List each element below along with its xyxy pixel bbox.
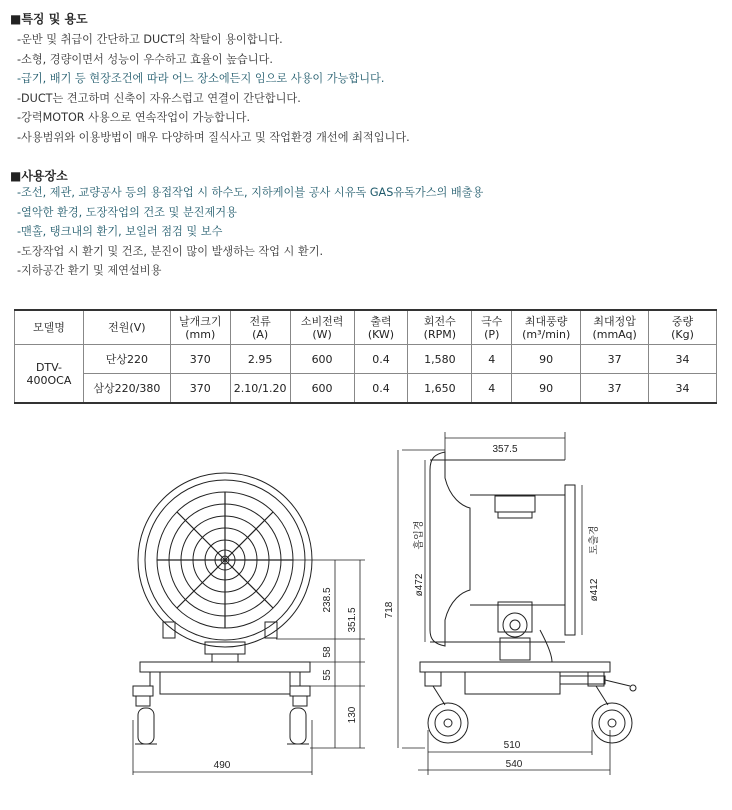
column-header: [170, 310, 230, 345]
technical-drawing: [0, 430, 732, 810]
header-text: 모델명: [33, 321, 65, 334]
table-row: [15, 345, 717, 374]
dim-front-width: 490: [213, 760, 231, 771]
column-header: [230, 310, 290, 345]
header-text: (RPM): [423, 327, 457, 341]
header-text: 중량: [671, 314, 694, 328]
text-line: -운반 및 취급이 간단하고 DUCT의 착탈이 용이합니다.: [17, 33, 283, 46]
text-line: -도장작업 시 환기 및 건조, 분진이 많이 발생하는 작업 시 환기.: [17, 244, 324, 258]
dim-side-w1: 510: [503, 740, 521, 751]
header-text: (mmAq): [592, 327, 637, 341]
dim-front-h5: 130: [347, 706, 358, 724]
table-cell: 90: [512, 345, 581, 374]
table-cell: 600: [290, 345, 354, 374]
column-header: [15, 310, 84, 345]
text-line: -지하공간 환기 및 제연설비용: [17, 264, 162, 277]
header-text: 날개크기: [178, 314, 222, 328]
header-text: (m³/min): [522, 327, 571, 341]
table-cell: 600: [290, 374, 354, 404]
text-line: -급기, 배기 등 현장조건에 따라 어느 장소에든지 임으로 사용이 가능합니다.: [17, 72, 385, 85]
header-text: 출력: [370, 314, 392, 328]
table-cell: 0.4: [354, 345, 408, 374]
inlet-label: 흡입경: [414, 520, 425, 550]
column-header: [472, 310, 512, 345]
header-text: (KW): [367, 327, 395, 341]
column-header: [83, 310, 170, 345]
text-line: -소형, 경량이면서 성능이 우수하고 효율이 높습니다.: [17, 52, 273, 66]
text-line: -사용범위와 이용방법이 매우 다양하며 질식사고 및 작업환경 개선에 최적입니다.: [17, 130, 410, 144]
model-cell: DTV-400OCA: [15, 345, 84, 404]
outlet-diameter: ø412: [589, 578, 600, 602]
spec-table: [14, 309, 717, 404]
header-text: 최대풍량: [524, 314, 568, 328]
table-cell: 2.95: [230, 345, 290, 374]
header-text: 소비전력: [300, 314, 344, 328]
column-header: [408, 310, 472, 345]
dim-front-h4: 55: [322, 669, 333, 681]
header-text: (A): [252, 327, 269, 341]
table-cell: 370: [170, 374, 230, 404]
header-text: 극수: [481, 314, 503, 328]
table-cell: 90: [512, 374, 581, 404]
features-title: ■특징 및 용도: [10, 12, 88, 26]
side-view-fan: [420, 452, 636, 743]
table-cell: 2.10/1.20: [230, 374, 290, 404]
table-cell: 삼상220/380: [83, 374, 170, 404]
dim-side-w2: 540: [505, 759, 523, 770]
table-cell: 단상220: [83, 345, 170, 374]
table-cell: 1,650: [408, 374, 472, 404]
table-cell: 37: [581, 345, 649, 374]
header-text: 회전수: [423, 314, 456, 328]
table-cell: 34: [649, 345, 717, 374]
header-text: 최대정압: [593, 314, 636, 328]
column-header: [581, 310, 649, 345]
header-text: 전원(V): [108, 321, 146, 334]
usage-title: ■사용장소: [10, 169, 68, 183]
table-row: [15, 374, 717, 404]
text-line: -DUCT는 견고하며 신축이 자유스럽고 연결이 간단합니다.: [17, 91, 301, 105]
header-text: (Kg): [671, 327, 694, 341]
table-cell: 370: [170, 345, 230, 374]
text-line: -맨홀, 탱크내의 환기, 보일러 점검 및 보수: [17, 225, 223, 238]
table-cell: 34: [649, 374, 717, 404]
outlet-label: 토출경: [589, 525, 600, 555]
column-header: [512, 310, 581, 345]
table-cell: 4: [472, 345, 512, 374]
column-header: [290, 310, 354, 345]
header-text: (W): [312, 327, 332, 341]
side-dimensions: [384, 444, 600, 770]
header-text: (P): [484, 327, 500, 341]
column-header: [354, 310, 408, 345]
front-view-fan: [133, 473, 312, 744]
header-text: (mm): [185, 327, 216, 341]
dim-front-h2: 351.5: [347, 607, 358, 633]
table-cell: 1,580: [408, 345, 472, 374]
header-text: 전류: [249, 314, 271, 328]
dim-side-total: 718: [384, 601, 395, 619]
table-header-row: [15, 310, 717, 345]
table-cell: 0.4: [354, 374, 408, 404]
dim-side-top: 357.5: [492, 444, 518, 455]
table-cell: 4: [472, 374, 512, 404]
dim-front-h3: 58: [322, 646, 333, 658]
column-header: [649, 310, 717, 345]
text-line: -조선, 제관, 교량공사 등의 용접작업 시 하수도, 지하케이블 공사 시유독 GAS유독가스의 배출용: [17, 186, 484, 199]
inlet-diameter: ø472: [414, 573, 425, 597]
text-line: -열악한 환경, 도장작업의 건조 및 분진제거용: [17, 205, 237, 219]
dim-front-h1: 238.5: [322, 587, 333, 613]
text-line: -강력MOTOR 사용으로 연속작업이 가능합니다.: [17, 111, 251, 124]
table-cell: 37: [581, 374, 649, 404]
